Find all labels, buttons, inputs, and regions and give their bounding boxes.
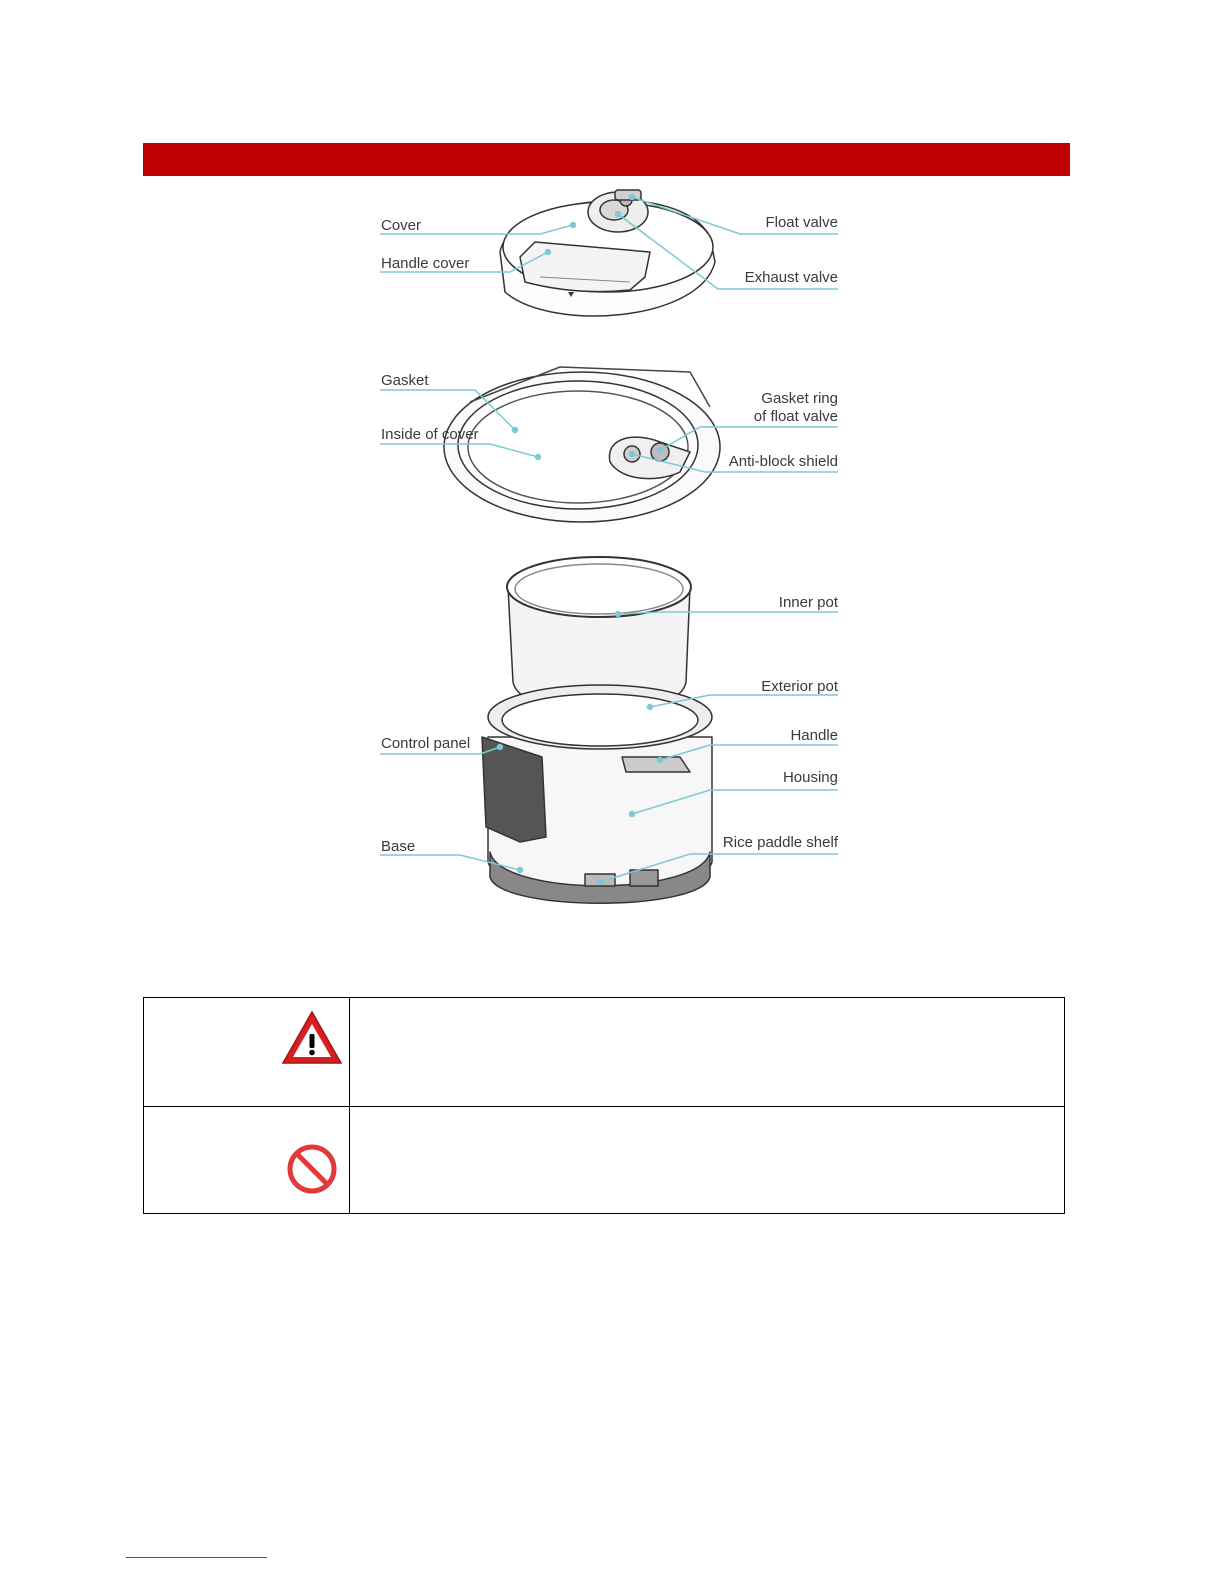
symbol-description-prohibition xyxy=(350,1106,1064,1213)
label-gasket-ring-line1: Gasket ring xyxy=(761,390,838,407)
label-control-panel: Control panel xyxy=(381,735,471,752)
footer-link-underline xyxy=(126,1557,267,1558)
label-base: Base xyxy=(381,838,416,855)
label-exterior-pot: Exterior pot xyxy=(761,678,838,695)
handle-part xyxy=(622,757,690,772)
safety-symbols-table xyxy=(143,997,1065,1214)
label-gasket: Gasket xyxy=(381,372,429,389)
prohibition-icon xyxy=(285,1142,339,1196)
label-exhaust-valve: Exhaust valve xyxy=(744,269,838,286)
label-inner-pot: Inner pot xyxy=(778,594,838,611)
label-gasket-ring-line2: of float valve xyxy=(753,408,838,425)
label-handle: Handle xyxy=(790,727,838,744)
label-float-valve: Float valve xyxy=(765,214,838,231)
label-handle-cover: Handle cover xyxy=(381,255,470,272)
symbol-description-warning xyxy=(350,998,1064,1106)
symbol-icon-cell xyxy=(144,998,350,1106)
parts-illustration xyxy=(360,182,860,922)
label-rice-paddle-shelf: Rice paddle shelf xyxy=(722,834,838,851)
symbol-icon-cell xyxy=(144,1106,350,1213)
section-header-bar xyxy=(143,143,1070,176)
label-housing: Housing xyxy=(782,769,838,786)
label-cover: Cover xyxy=(381,217,422,234)
warning-triangle-icon xyxy=(281,1010,343,1066)
symbol-row-prohibition xyxy=(144,1106,1064,1213)
label-anti-block-shield: Anti-block shield xyxy=(728,453,838,470)
symbol-row-warning xyxy=(144,998,1064,1107)
pressure-cooker-parts-diagram xyxy=(360,182,860,922)
label-inside-of-cover: Inside of cover xyxy=(381,426,479,443)
